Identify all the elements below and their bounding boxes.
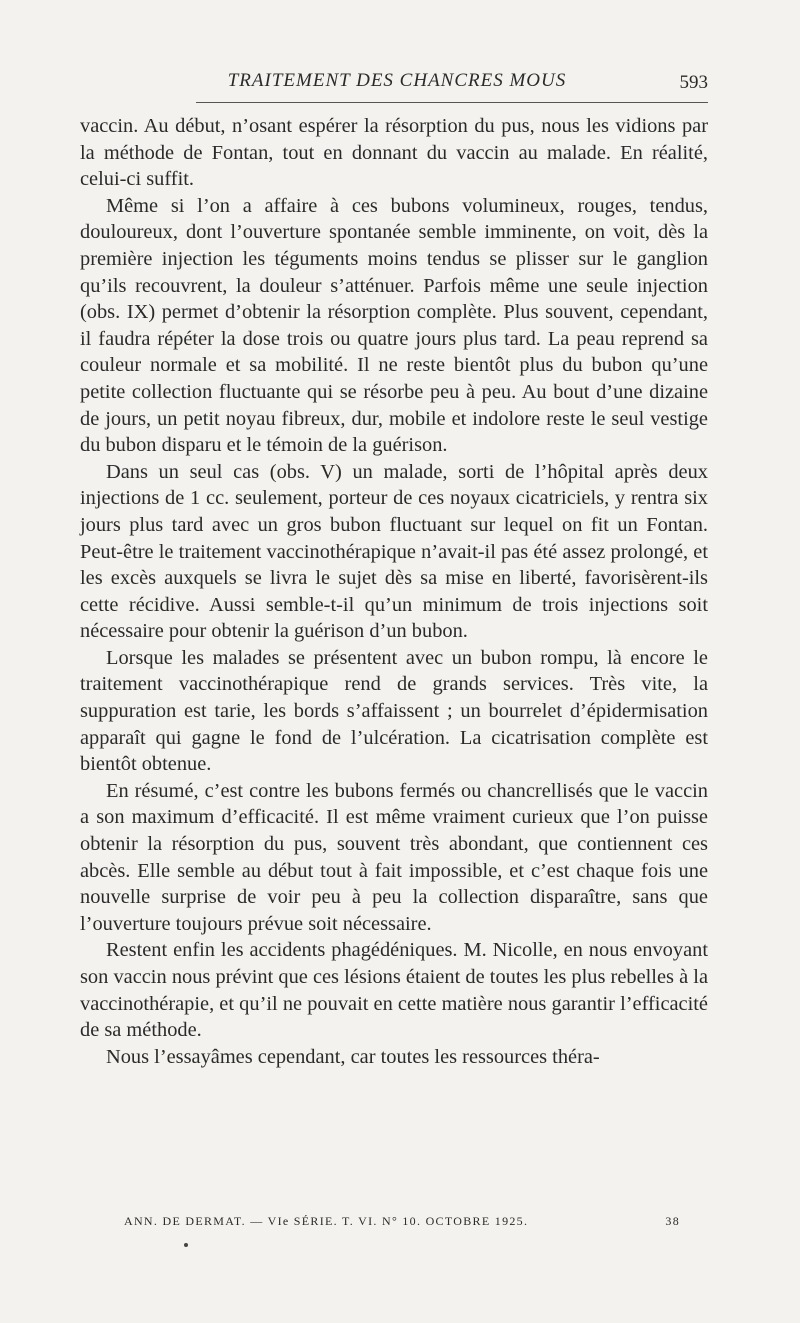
paragraph-3: Dans un seul cas (obs. V) un malade, sorti de l’hôpital après deux injections de 1 cc. seulement, porteur de ces noyaux cicatriciels, y rentra six jours plus tard avec un gros bubon fluctuant sur lequel on fit un Fontan. Peut-être le traitement vaccinothérapique n’avait-il pas été assez prolongé, et les excès auxquels se livra le sujet dès sa mise en liberté, favorisèrent-ils cette récidive. Aussi semble-t-il qu’un minimum de trois injections soit nécessaire pour obtenir la guérison d’un bubon. [80, 460, 708, 643]
running-title: TRAITEMENT DES CHANCRES MOUS [227, 70, 567, 91]
header-rule [196, 102, 708, 103]
paragraph-5: En résumé, c’est contre les bubons fermés ou chancrellisés que le vaccin a son maximum d’efficacité. Il est même vraiment curieux que l’on puisse obtenir la résorption du pus, souvent très abondant, que contiennent ces abcès. Elle semble au début tout à fait impossible, et c’est chaque fois une nouvelle surprise de voir peu à peu la collection disparaître, sans que l’ouverture toujours prévue soit nécessaire. [80, 779, 708, 935]
page-footer [124, 1214, 680, 1234]
body-text [80, 113, 708, 1070]
page-number: 593 [679, 72, 708, 93]
journal-citation: ANN. DE DERMAT. — VIe SÉRIE. T. VI. N° 10. OCTOBRE 1925. [124, 1214, 529, 1228]
paragraph-6: Restent enfin les accidents phagédéniques. M. Nicolle, en nous envoyant son vaccin nous prévint que ces lésions étaient de toutes les plus rebelles à la vaccinothérapie, et qu’il ne pouvait en cette matière nous garantir l’efficacité de sa méthode. [80, 939, 708, 1042]
paragraph-2: Même si l’on a affaire à ces bubons volumineux, rouges, tendus, douloureux, dont l’ouverture spontanée semble imminente, on voit, dès la première injection les téguments moins tendus se plisser sur le ganglion qu’ils recouvrent, la douleur s’atténuer. Parfois même une seule injection (obs. IX) permet d’obtenir la résorption complète. Plus souvent, cependant, il faudra répéter la dose trois ou quatre jours plus tard. La peau reprend sa couleur normale et sa mobilité. Il ne reste bientôt plus du bubon qu’une petite collection fluctuante qui se résorbe peu à peu. Au bout d’une dizaine de jours, un petit noyau fibreux, dur, mobile et indolore reste le seul vestige du bubon disparu et le témoin de la guérison. [80, 194, 708, 457]
paragraph-4: Lorsque les malades se présentent avec un bubon rompu, là encore le traitement vaccinothérapique rend de grands services. Très vite, la suppuration est tarie, les bords s’affaissent ; un bourrelet d’épidermisation apparaît qui gagne le fond de l’ulcération. La cicatrisation complète est bientôt obtenue. [80, 646, 708, 776]
page-header [82, 68, 712, 98]
signature-mark: 38 [665, 1214, 680, 1228]
paragraph-7: Nous l’essayâmes cependant, car toutes les ressources théra- [106, 1045, 600, 1068]
paragraph-1: vaccin. Au début, n’osant espérer la résorption du pus, nous les vidions par la méthode de Fontan, tout en donnant du vaccin au malade. En réalité, celui-ci suffit. [80, 115, 708, 191]
ink-speck [184, 1243, 188, 1247]
